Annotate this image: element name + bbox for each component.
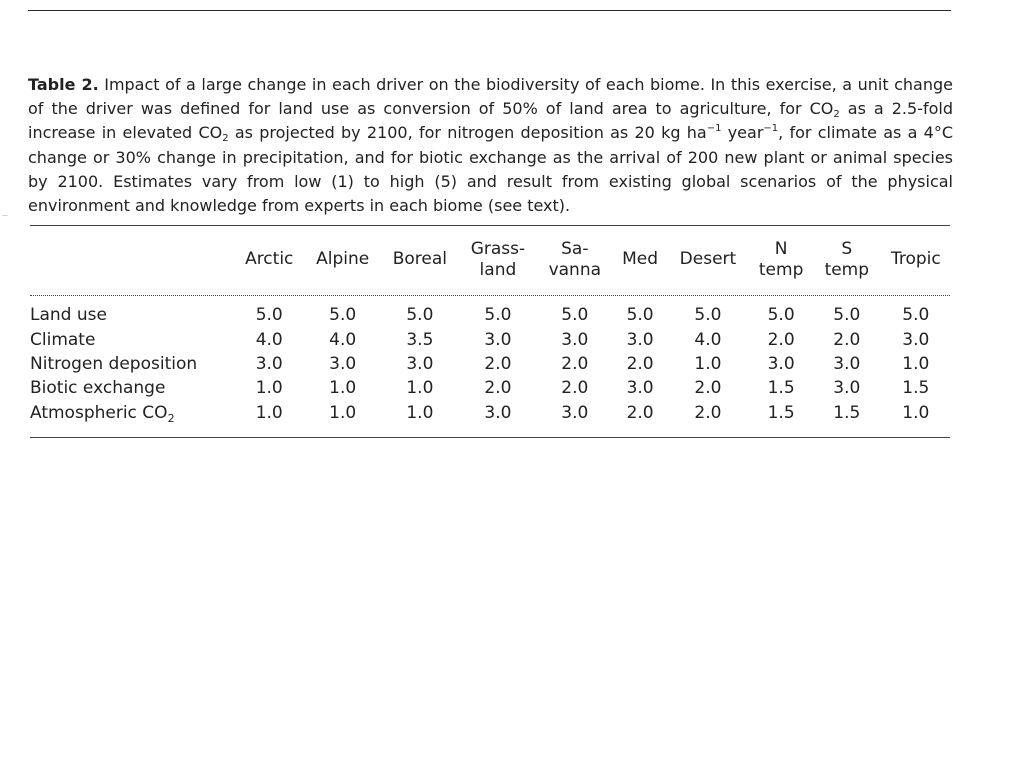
caption-text: Impact of a large change in each driver on the biodiversity of each biome. In this exercise, a unit change of the driver was defined for land use as conversion of 50% of land area to agriculture, for CO <box>28 75 954 119</box>
table-label: Table 2. <box>28 75 99 94</box>
caption-co2-subscript: 2 <box>833 109 840 121</box>
table-cell: 5.0 <box>694 305 722 326</box>
column-header-line1: Alpine <box>316 249 370 269</box>
table-cell: 3.0 <box>329 353 357 374</box>
caption-text-c: as projected by 2100, for nitrogen deposition as 20 kg ha <box>228 123 707 143</box>
table-cell: 1.5 <box>833 402 861 423</box>
row-label-text: Nitrogen deposition <box>30 353 198 374</box>
table-cell: 2.0 <box>561 353 589 374</box>
table-cell: 3.0 <box>833 353 861 374</box>
table-cell: 1.0 <box>694 353 722 374</box>
table-cell: 3.0 <box>484 329 512 350</box>
column-header <box>668 232 749 287</box>
column-header-line1: Tropic <box>890 249 941 269</box>
table-cell: 1.0 <box>406 402 434 423</box>
column-header <box>381 232 459 287</box>
table-row <box>30 376 952 400</box>
table-body <box>30 287 952 425</box>
table-cell: 2.0 <box>694 378 722 399</box>
table-cell: 3.5 <box>406 329 434 350</box>
table-cell: 3.0 <box>626 329 654 350</box>
column-header-line2: temp <box>758 259 804 280</box>
table-cell: 1.0 <box>329 402 357 423</box>
table-cell: 5.0 <box>406 305 434 326</box>
table-cell: 1.0 <box>902 402 930 423</box>
column-header <box>748 232 814 287</box>
table-row <box>30 303 952 327</box>
row-label-text: Climate <box>30 329 96 350</box>
column-header-line2: vanna <box>548 259 602 280</box>
table-cell: 5.0 <box>484 305 512 326</box>
row-label-subscript: 2 <box>167 411 175 425</box>
table-cell: 5.0 <box>329 305 357 326</box>
table-cell: 3.0 <box>406 353 434 374</box>
table-cell: 3.0 <box>561 329 589 350</box>
column-header <box>234 232 304 287</box>
table-cell: 2.0 <box>694 402 722 423</box>
caption-co2-subscript: 2 <box>222 133 229 145</box>
column-header-line2: temp <box>824 259 870 280</box>
table-cell: 5.0 <box>767 305 795 326</box>
row-label-text: Land use <box>30 305 107 326</box>
table-cell: 3.0 <box>484 402 512 423</box>
table-header-row <box>30 232 952 287</box>
column-header <box>880 232 952 287</box>
table-row <box>30 352 952 376</box>
spacer-row <box>30 287 952 303</box>
column-header-line1: Grass- <box>470 238 526 259</box>
row-label <box>30 327 234 351</box>
table-cell: 1.0 <box>255 378 283 399</box>
table-cell: 3.0 <box>902 329 930 350</box>
column-header-line1: Sa- <box>561 238 589 259</box>
row-header-column <box>30 232 234 287</box>
caption-text-d: year <box>721 123 764 143</box>
column-header <box>459 232 537 287</box>
table-cell: 2.0 <box>626 353 654 374</box>
biome-impact-table <box>30 232 952 425</box>
table-cell: 4.0 <box>255 329 283 350</box>
table-cell: 2.0 <box>484 378 512 399</box>
table-cell: 5.0 <box>561 305 589 326</box>
table-cell: 5.0 <box>255 305 283 326</box>
table-cell: 1.5 <box>902 378 930 399</box>
row-label <box>30 303 234 327</box>
table-cell: 5.0 <box>626 305 654 326</box>
table-cell: 1.0 <box>406 378 434 399</box>
table-bottom-rule <box>30 437 950 438</box>
table-row <box>30 327 952 351</box>
table-cell: 1.5 <box>767 402 795 423</box>
table-caption <box>28 73 953 218</box>
table-cell: 1.0 <box>255 402 283 423</box>
row-label <box>30 376 234 400</box>
column-header <box>814 232 880 287</box>
table-cell: 3.0 <box>255 353 283 374</box>
row-label-text: Atmospheric CO <box>30 402 168 423</box>
caption-text-b: as a 2.5-fold increase in elevated CO <box>28 99 953 143</box>
table-cell: 2.0 <box>484 353 512 374</box>
table-cell: 2.0 <box>833 329 861 350</box>
table-cell: 4.0 <box>694 329 722 350</box>
table-cell: 2.0 <box>561 378 589 399</box>
caption-superscript: −1 <box>706 123 722 135</box>
row-label-text: Biotic exchange <box>30 378 166 399</box>
table-cell: 2.0 <box>626 402 654 423</box>
column-header <box>537 232 613 287</box>
row-label <box>30 401 234 425</box>
caption-superscript: −1 <box>763 123 779 135</box>
column-header-line1: S <box>841 238 853 259</box>
page-top-fragment <box>28 0 288 2</box>
table-row <box>30 401 952 425</box>
column-header-line2: land <box>479 259 517 280</box>
column-header-line1: Desert <box>679 249 737 269</box>
table-cell: 5.0 <box>833 305 861 326</box>
column-header <box>613 232 668 287</box>
column-header-line1: Med <box>622 249 659 269</box>
table-cell: 3.0 <box>561 402 589 423</box>
table-cell: 1.0 <box>329 378 357 399</box>
column-header-line1: Boreal <box>392 249 448 269</box>
row-label <box>30 352 234 376</box>
margin-mark: — <box>2 212 8 219</box>
table-cell: 1.5 <box>767 378 795 399</box>
table-cell: 3.0 <box>767 353 795 374</box>
table-cell: 5.0 <box>902 305 930 326</box>
column-header <box>304 232 380 287</box>
table-cell: 3.0 <box>626 378 654 399</box>
table-cell: 3.0 <box>833 378 861 399</box>
table-cell: 1.0 <box>902 353 930 374</box>
column-header-line1: N <box>774 238 788 259</box>
table-cell: 4.0 <box>329 329 357 350</box>
column-header-line1: Arctic <box>245 249 294 269</box>
table-cell: 2.0 <box>767 329 795 350</box>
caption-text-e: , for climate as a 4°C change or 30% change in precipitation, and for biotic exchange as the arrival of 200 new plant or animal species by 2100. Estimates vary from low (1) to high (5) and result from existing global scenarios of the physical environment and knowledge from experts in each biome (see text). <box>28 123 953 216</box>
table-top-rule <box>30 225 950 226</box>
top-rule <box>28 10 951 11</box>
